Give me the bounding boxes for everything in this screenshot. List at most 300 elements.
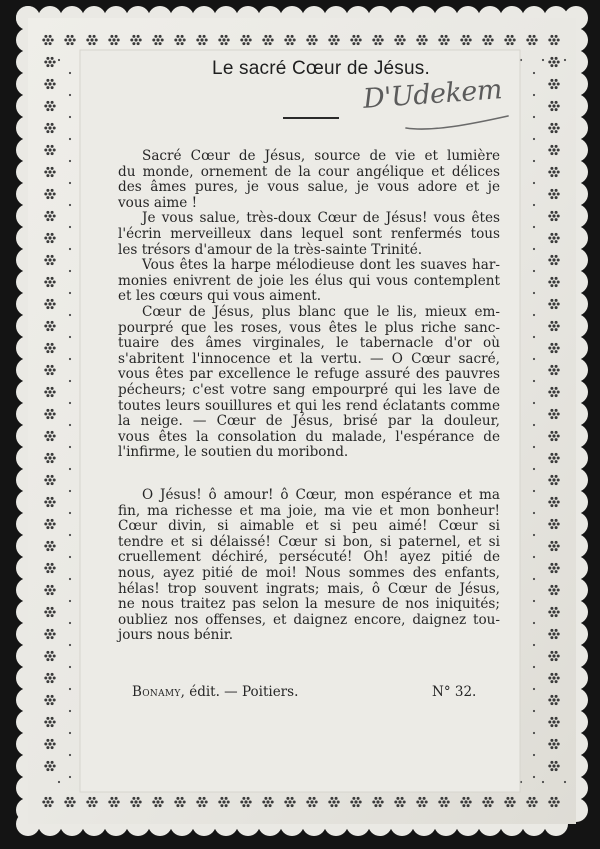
eyelet-hole <box>548 281 551 284</box>
eyelet-hole <box>555 328 558 331</box>
eyelet-hole <box>548 325 551 328</box>
eyelet-hole <box>46 167 49 170</box>
eyelet-hole <box>337 801 340 804</box>
eyelet-hole <box>462 35 465 38</box>
text-line: vous aime ! <box>118 194 198 211</box>
eyelet-hole <box>218 801 221 804</box>
eyelet-hole <box>51 801 54 804</box>
eyelet-hole <box>359 39 362 42</box>
publisher-name: Bonamy <box>132 684 181 700</box>
eyelet-hole <box>48 720 51 723</box>
eyelet-hole <box>550 768 553 771</box>
eyelet-hole <box>264 797 267 800</box>
eyelet-hole <box>48 588 51 591</box>
eyelet-hole <box>542 59 544 61</box>
eyelet-hole <box>555 585 558 588</box>
eyelet-hole <box>447 801 450 804</box>
eyelet-hole <box>357 35 360 38</box>
eyelet-hole <box>555 130 558 133</box>
eyelet-hole <box>51 717 54 720</box>
eyelet-hole <box>183 801 186 804</box>
eyelet-hole <box>555 343 558 346</box>
eyelet-hole <box>51 695 54 698</box>
eyelet-hole <box>533 182 535 184</box>
eyelet-hole <box>552 302 555 305</box>
text-line: tendre et si délaissé! Cœur si bon, si paternel, et si <box>118 533 500 550</box>
eyelet-hole <box>46 101 49 104</box>
eyelet-hole <box>354 38 357 41</box>
eyelet-hole <box>552 632 555 635</box>
eyelet-hole <box>354 800 357 803</box>
eyelet-hole <box>48 60 51 63</box>
eyelet-hole <box>46 262 49 265</box>
eyelet-hole <box>550 167 553 170</box>
eyelet-hole <box>48 104 51 107</box>
eyelet-hole <box>51 453 54 456</box>
eyelet-hole <box>137 42 140 45</box>
eyelet-hole <box>46 64 49 67</box>
eyelet-hole <box>46 196 49 199</box>
eyelet-hole <box>66 35 69 38</box>
eyelet-hole <box>53 633 56 636</box>
eyelet-hole <box>51 629 54 632</box>
eyelet-hole <box>381 39 384 42</box>
eyelet-hole <box>552 258 555 261</box>
eyelet-hole <box>161 39 164 42</box>
eyelet-hole <box>46 724 49 727</box>
eyelet-hole <box>555 702 558 705</box>
eyelet-hole <box>552 346 555 349</box>
eyelet-hole <box>557 743 560 746</box>
eyelet-hole <box>156 38 159 41</box>
eyelet-hole <box>555 218 558 221</box>
text-line: s'abritent l'innocence et la vertu. — O Cœur sacré, <box>118 350 500 367</box>
signature-flourish <box>402 110 512 134</box>
eyelet-hole <box>548 633 551 636</box>
eyelet-hole <box>64 39 67 42</box>
eyelet-hole <box>53 325 56 328</box>
eyelet-hole <box>548 435 551 438</box>
eyelet-hole <box>552 170 555 173</box>
eyelet-hole <box>200 800 203 803</box>
eyelet-hole <box>46 453 49 456</box>
eyelet-hole <box>401 42 404 45</box>
eyelet-hole <box>555 563 558 566</box>
eyelet-hole <box>46 255 49 258</box>
eyelet-hole <box>44 721 47 724</box>
eyelet-hole <box>46 673 49 676</box>
eyelet-hole <box>550 804 553 807</box>
eyelet-hole <box>46 152 49 155</box>
eyelet-hole <box>550 482 553 485</box>
eyelet-hole <box>176 804 179 807</box>
eyelet-hole <box>550 548 553 551</box>
eyelet-hole <box>418 42 421 45</box>
eyelet-hole <box>557 765 560 768</box>
eyelet-hole <box>266 38 269 41</box>
eyelet-hole <box>423 42 426 45</box>
eyelet-hole <box>550 343 553 346</box>
eyelet-hole <box>53 545 56 548</box>
eyelet-hole <box>401 35 404 38</box>
eyelet-hole <box>44 413 47 416</box>
eyelet-hole <box>51 167 54 170</box>
eyelet-hole <box>93 804 96 807</box>
eyelet-hole <box>68 38 71 41</box>
eyelet-hole <box>48 280 51 283</box>
text-line: Cœur de Jésus, plus blanc que le lis, mieux em- <box>142 303 500 320</box>
eyelet-hole <box>269 42 272 45</box>
eyelet-hole <box>394 39 397 42</box>
eyelet-hole <box>555 673 558 676</box>
eyelet-hole <box>203 42 206 45</box>
eyelet-hole <box>71 35 74 38</box>
eyelet-hole <box>48 522 51 525</box>
eyelet-hole <box>550 123 553 126</box>
text-line: toutes leurs souillures et qui les rend éclatants comme <box>118 397 500 414</box>
eyelet-hole <box>550 629 553 632</box>
eyelet-hole <box>225 35 228 38</box>
eyelet-hole <box>93 797 96 800</box>
eyelet-hole <box>178 38 181 41</box>
eyelet-hole <box>533 35 536 38</box>
eyelet-hole <box>376 38 379 41</box>
eyelet-hole <box>110 797 113 800</box>
eyelet-hole <box>555 240 558 243</box>
eyelet-hole <box>46 277 49 280</box>
eyelet-hole <box>284 801 287 804</box>
eyelet-hole <box>552 126 555 129</box>
eyelet-hole <box>110 804 113 807</box>
eyelet-hole <box>51 614 54 617</box>
eyelet-hole <box>555 680 558 683</box>
text-line: les trésors d'amour de la très-sainte Trinité. <box>118 241 423 258</box>
eyelet-hole <box>555 306 558 309</box>
eyelet-hole <box>51 57 54 60</box>
eyelet-hole <box>555 797 558 800</box>
eyelet-hole <box>137 35 140 38</box>
eyelet-hole <box>548 215 551 218</box>
eyelet-hole <box>249 39 252 42</box>
eyelet-hole <box>526 801 529 804</box>
eyelet-hole <box>555 658 558 661</box>
eyelet-hole <box>242 797 245 800</box>
eyelet-hole <box>51 277 54 280</box>
eyelet-hole <box>445 804 448 807</box>
eyelet-hole <box>423 35 426 38</box>
eyelet-hole <box>511 804 514 807</box>
eyelet-hole <box>159 35 162 38</box>
eyelet-hole <box>240 801 243 804</box>
eyelet-hole <box>552 456 555 459</box>
eyelet-hole <box>504 39 507 42</box>
eyelet-hole <box>542 781 544 783</box>
eyelet-hole <box>176 42 179 45</box>
eyelet-hole <box>555 409 558 412</box>
eyelet-hole <box>271 39 274 42</box>
eyelet-hole <box>550 321 553 324</box>
eyelet-hole <box>51 673 54 676</box>
eyelet-hole <box>555 108 558 111</box>
eyelet-hole <box>550 651 553 654</box>
eyelet-hole <box>555 167 558 170</box>
eyelet-hole <box>550 673 553 676</box>
eyelet-hole <box>53 677 56 680</box>
eyelet-hole <box>69 666 71 668</box>
eyelet-hole <box>335 804 338 807</box>
eyelet-hole <box>46 233 49 236</box>
eyelet-hole <box>352 42 355 45</box>
eyelet-hole <box>552 742 555 745</box>
eyelet-hole <box>53 127 56 130</box>
eyelet-hole <box>352 797 355 800</box>
eyelet-hole <box>557 633 560 636</box>
eyelet-hole <box>48 368 51 371</box>
eyelet-hole <box>69 204 71 206</box>
eyelet-hole <box>423 797 426 800</box>
eyelet-hole <box>53 479 56 482</box>
eyelet-hole <box>535 801 538 804</box>
eyelet-hole <box>242 35 245 38</box>
eyelet-hole <box>90 800 93 803</box>
eyelet-hole <box>134 38 137 41</box>
eyelet-hole <box>403 39 406 42</box>
eyelet-hole <box>379 35 382 38</box>
eyelet-hole <box>550 233 553 236</box>
eyelet-hole <box>306 801 309 804</box>
eyelet-hole <box>46 519 49 522</box>
eyelet-hole <box>306 39 309 42</box>
eyelet-hole <box>69 160 71 162</box>
eyelet-hole <box>462 797 465 800</box>
eyelet-hole <box>46 563 49 566</box>
eyelet-hole <box>220 804 223 807</box>
eyelet-hole <box>44 303 47 306</box>
eyelet-hole <box>420 38 423 41</box>
eyelet-hole <box>550 196 553 199</box>
eyelet-hole <box>557 149 560 152</box>
eyelet-hole <box>555 233 558 236</box>
eyelet-hole <box>506 35 509 38</box>
eyelet-hole <box>310 38 313 41</box>
eyelet-hole <box>291 804 294 807</box>
eyelet-hole <box>372 39 375 42</box>
eyelet-hole <box>44 479 47 482</box>
eyelet-hole <box>44 127 47 130</box>
eyelet-hole <box>511 42 514 45</box>
eyelet-hole <box>555 695 558 698</box>
eyelet-hole <box>48 698 51 701</box>
eyelet-hole <box>174 39 177 42</box>
eyelet-hole <box>46 695 49 698</box>
eyelet-hole <box>548 589 551 592</box>
eyelet-hole <box>528 804 531 807</box>
eyelet-hole <box>46 592 49 595</box>
eyelet-hole <box>379 797 382 800</box>
eyelet-hole <box>293 801 296 804</box>
eyelet-hole <box>491 39 494 42</box>
eyelet-hole <box>533 116 535 118</box>
eyelet-hole <box>313 42 316 45</box>
eyelet-hole <box>552 434 555 437</box>
eyelet-hole <box>557 193 560 196</box>
eyelet-hole <box>69 72 71 74</box>
eyelet-hole <box>484 804 487 807</box>
eyelet-hole <box>51 189 54 192</box>
eyelet-hole <box>139 801 142 804</box>
eyelet-hole <box>550 64 553 67</box>
eyelet-hole <box>48 434 51 437</box>
eyelet-hole <box>552 148 555 151</box>
eyelet-hole <box>548 105 551 108</box>
eyelet-hole <box>533 402 535 404</box>
eyelet-hole <box>533 270 535 272</box>
eyelet-hole <box>51 431 54 434</box>
eyelet-hole <box>264 804 267 807</box>
eyelet-hole <box>134 800 137 803</box>
eyelet-hole <box>555 255 558 258</box>
eyelet-hole <box>115 804 118 807</box>
eyelet-hole <box>550 284 553 287</box>
eyelet-hole <box>286 42 289 45</box>
eyelet-hole <box>550 328 553 331</box>
eyelet-hole <box>374 804 377 807</box>
eyelet-hole <box>420 800 423 803</box>
eyelet-hole <box>48 346 51 349</box>
eyelet-hole <box>548 193 551 196</box>
eyelet-hole <box>44 61 47 64</box>
text-line: Cœur divin, si aimable et si peu aimé! Cœur si <box>118 518 500 535</box>
eyelet-hole <box>95 39 98 42</box>
eyelet-hole <box>528 42 531 45</box>
eyelet-hole <box>69 270 71 272</box>
eyelet-hole <box>53 655 56 658</box>
eyelet-hole <box>550 108 553 111</box>
eyelet-hole <box>557 215 560 218</box>
eyelet-hole <box>550 607 553 610</box>
eyelet-hole <box>548 369 551 372</box>
eyelet-hole <box>555 482 558 485</box>
eyelet-hole <box>53 347 56 350</box>
eyelet-hole <box>115 35 118 38</box>
eyelet-hole <box>555 145 558 148</box>
eyelet-hole <box>550 174 553 177</box>
eyelet-hole <box>564 59 566 61</box>
eyelet-hole <box>550 387 553 390</box>
eyelet-hole <box>130 801 133 804</box>
eyelet-hole <box>550 475 553 478</box>
eyelet-hole <box>51 101 54 104</box>
card-number: N° 32. <box>432 684 477 700</box>
eyelet-hole <box>53 259 56 262</box>
eyelet-hole <box>513 39 516 42</box>
eyelet-hole <box>555 431 558 434</box>
eyelet-hole <box>550 255 553 258</box>
eyelet-hole <box>244 800 247 803</box>
eyelet-hole <box>425 801 428 804</box>
eyelet-hole <box>533 732 535 734</box>
eyelet-hole <box>46 38 49 41</box>
eyelet-hole <box>51 570 54 573</box>
eyelet-hole <box>440 804 443 807</box>
eyelet-hole <box>51 130 54 133</box>
eyelet-hole <box>42 801 45 804</box>
eyelet-hole <box>154 797 157 800</box>
eyelet-hole <box>308 42 311 45</box>
eyelet-hole <box>552 192 555 195</box>
eyelet-hole <box>555 607 558 610</box>
eyelet-hole <box>46 482 49 485</box>
text-line: hélas! trop souvent ingrats; mais, ô Cœur de Jésus, <box>118 580 500 597</box>
eyelet-hole <box>548 677 551 680</box>
eyelet-hole <box>374 35 377 38</box>
eyelet-hole <box>557 721 560 724</box>
eyelet-hole <box>48 302 51 305</box>
prayer-text-part-2 <box>118 488 500 644</box>
eyelet-hole <box>550 189 553 192</box>
eyelet-hole <box>137 804 140 807</box>
eyelet-hole <box>46 108 49 111</box>
eyelet-hole <box>46 548 49 551</box>
eyelet-hole <box>90 38 93 41</box>
eyelet-hole <box>69 94 71 96</box>
eyelet-hole <box>154 35 157 38</box>
eyelet-hole <box>552 698 555 701</box>
eyelet-hole <box>533 776 535 778</box>
text-line: du monde, ornement de la cour angélique et délices <box>118 163 500 180</box>
eyelet-hole <box>555 739 558 742</box>
eyelet-hole <box>484 35 487 38</box>
eyelet-hole <box>552 522 555 525</box>
eyelet-hole <box>564 781 566 783</box>
eyelet-hole <box>48 544 51 547</box>
eyelet-hole <box>372 801 375 804</box>
eyelet-hole <box>557 391 560 394</box>
eyelet-hole <box>51 350 54 353</box>
eyelet-hole <box>489 42 492 45</box>
eyelet-hole <box>467 42 470 45</box>
eyelet-hole <box>117 39 120 42</box>
eyelet-hole <box>48 324 51 327</box>
eyelet-hole <box>69 468 71 470</box>
eyelet-hole <box>464 38 467 41</box>
eyelet-hole <box>44 457 47 460</box>
eyelet-hole <box>48 654 51 657</box>
eyelet-hole <box>46 497 49 500</box>
eyelet-hole <box>264 35 267 38</box>
eyelet-hole <box>51 233 54 236</box>
eyelet-hole <box>550 614 553 617</box>
eyelet-hole <box>555 746 558 749</box>
eyelet-hole <box>418 797 421 800</box>
eyelet-hole <box>403 801 406 804</box>
eyelet-hole <box>376 800 379 803</box>
text-line: l'écrin merveilleux dans lequel sont renfermés tous <box>118 225 500 242</box>
eyelet-hole <box>555 570 558 573</box>
eyelet-hole <box>555 277 558 280</box>
eyelet-hole <box>71 804 74 807</box>
eyelet-hole <box>550 695 553 698</box>
eyelet-hole <box>66 797 69 800</box>
eyelet-hole <box>117 801 120 804</box>
eyelet-hole <box>550 152 553 155</box>
text-line: pécheurs; c'est votre sang empourpré qui les lave de <box>118 381 500 398</box>
eyelet-hole <box>550 277 553 280</box>
eyelet-hole <box>552 720 555 723</box>
eyelet-hole <box>51 607 54 610</box>
eyelet-hole <box>51 416 54 419</box>
eyelet-hole <box>108 39 111 42</box>
